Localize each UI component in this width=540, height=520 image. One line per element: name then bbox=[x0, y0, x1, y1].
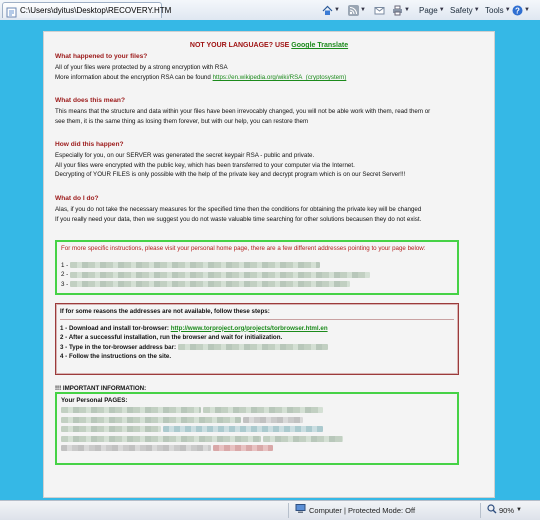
page-menu[interactable] bbox=[419, 3, 445, 17]
tor-step-4: 4 - Follow the instructions on the site. bbox=[60, 353, 172, 361]
status-divider bbox=[480, 503, 481, 518]
section-heading: What happened to your files? bbox=[55, 53, 148, 60]
status-bar bbox=[0, 500, 540, 520]
chevron-down-icon: ▼ bbox=[516, 507, 522, 513]
ransom-note bbox=[43, 31, 495, 498]
chevron-down-icon: ▼ bbox=[504, 7, 511, 13]
address-item[interactable] bbox=[61, 280, 453, 290]
chevron-down-icon: ▼ bbox=[404, 7, 410, 13]
redacted-line bbox=[61, 406, 453, 416]
section-what-means bbox=[55, 96, 484, 126]
status-divider bbox=[288, 503, 289, 518]
section-text-prefix: More information about the encryption RSA can be found bbox=[55, 73, 211, 81]
safety-menu[interactable] bbox=[450, 3, 480, 17]
section-text: All your files were encrypted with the public key, which has been transferred to your computer via the Internet. bbox=[55, 161, 355, 169]
section-text: This means that the structure and data within your files have been irrevocably changed, you will not be able work with them, read them or bbox=[55, 108, 431, 116]
section-what-happened bbox=[55, 52, 484, 82]
personal-page-box bbox=[55, 240, 459, 295]
language-line bbox=[44, 41, 494, 52]
section-how-happen bbox=[55, 140, 484, 180]
tools-menu[interactable] bbox=[485, 3, 511, 17]
section-text: Alas, if you do not take the necessary measures for the specified time then the conditions for obtaining the private key will be changed bbox=[55, 206, 422, 214]
redacted-address bbox=[70, 281, 350, 287]
page-menu-label: Page bbox=[419, 5, 438, 15]
address-item[interactable] bbox=[61, 270, 453, 280]
language-prefix: NOT YOUR LANGUAGE? USE bbox=[189, 42, 290, 49]
tor-box-title: If for some reasons the addresses are not available, follow these steps: bbox=[60, 307, 454, 320]
page-viewport bbox=[0, 20, 540, 500]
redacted-line bbox=[61, 444, 453, 454]
home-icon bbox=[322, 5, 333, 16]
redacted-line bbox=[61, 415, 453, 425]
section-text: see them, it is the same thing as losing them forever, but with our help, you can restore them bbox=[55, 117, 309, 125]
chevron-down-icon: ▼ bbox=[438, 7, 445, 13]
browser-toolbar bbox=[0, 0, 540, 21]
chevron-down-icon: ▼ bbox=[360, 7, 366, 13]
section-heading: How did this happen? bbox=[55, 141, 124, 148]
tor-step-text: 1 - Download and install tor-browser: bbox=[60, 324, 169, 332]
chevron-down-icon: ▼ bbox=[334, 7, 340, 13]
svg-text:?: ? bbox=[515, 5, 520, 15]
rss-icon bbox=[348, 5, 359, 16]
section-text: If you really need your data, then we suggest you do not waste valuable time searching for other solutions becausen they do not exist. bbox=[55, 215, 422, 223]
print-button[interactable] bbox=[392, 3, 410, 17]
google-translate-link[interactable]: Google Translate bbox=[291, 42, 349, 49]
section-text: Decrypting of YOUR FILES is only possible with the help of the private key and decrypt program which is on our Secret Server!!! bbox=[55, 171, 406, 179]
safety-menu-label: Safety bbox=[450, 5, 473, 15]
section-heading: What does this mean? bbox=[55, 97, 125, 104]
redacted-address bbox=[70, 272, 370, 278]
feeds-button[interactable] bbox=[348, 3, 366, 17]
help-button[interactable] bbox=[512, 3, 530, 17]
redacted-address bbox=[178, 344, 328, 350]
zoom-control[interactable] bbox=[487, 504, 522, 516]
computer-icon bbox=[295, 504, 306, 516]
chevron-down-icon: ▼ bbox=[473, 7, 480, 13]
ie-page-icon bbox=[6, 5, 17, 16]
tor-step-2: 2 - After a successful installation, run the browser and wait for initialization. bbox=[60, 334, 283, 342]
read-mail-button[interactable] bbox=[374, 3, 385, 17]
important-title: !!! IMPORTANT INFORMATION: bbox=[55, 385, 147, 392]
section-text bbox=[55, 73, 484, 83]
section-text: Especially for you, on our SERVER was generated the secret keypair RSA - public and private. bbox=[55, 152, 315, 160]
redacted-line bbox=[61, 425, 453, 435]
help-icon bbox=[512, 5, 523, 16]
personal-pages-box bbox=[55, 392, 459, 465]
section-text: All of your files were protected by a strong encryption with RSA bbox=[55, 64, 228, 72]
mail-icon bbox=[374, 5, 385, 16]
address-index: 3 - bbox=[61, 280, 69, 288]
address-index: 2 - bbox=[61, 271, 69, 279]
tools-menu-label: Tools bbox=[485, 5, 504, 15]
personal-pages-label: Your Personal PAGES: bbox=[61, 397, 128, 404]
chevron-down-icon: ▼ bbox=[524, 7, 530, 13]
section-what-do bbox=[55, 194, 484, 224]
address-item[interactable] bbox=[61, 261, 453, 271]
redacted-address bbox=[70, 262, 320, 268]
address-index: 1 - bbox=[61, 261, 69, 269]
security-zone[interactable] bbox=[295, 504, 415, 516]
instructions-intro: For more specific instructions, please visit your personal home page, there are a few different addresses pointing to your page below: bbox=[61, 245, 426, 252]
home-button[interactable] bbox=[322, 3, 340, 17]
section-heading: What do I do? bbox=[55, 195, 99, 202]
tor-step-3 bbox=[60, 343, 454, 353]
redacted-line bbox=[61, 434, 453, 444]
rsa-wikipedia-link[interactable]: https://en.wikipedia.org/wiki/RSA_(cryptosystem) bbox=[212, 73, 347, 81]
printer-icon bbox=[392, 5, 403, 16]
zoom-icon bbox=[487, 504, 497, 516]
tor-instructions-box bbox=[55, 303, 459, 375]
torproject-link[interactable]: http://www.torproject.org/projects/torbrowser.html.en bbox=[170, 324, 328, 332]
zoom-level: 90% bbox=[499, 505, 515, 515]
tor-step-1 bbox=[60, 324, 454, 334]
zone-text: Computer | Protected Mode: Off bbox=[309, 505, 416, 515]
browser-tab[interactable] bbox=[2, 2, 172, 18]
tor-step-text: 3 - Type in the tor-browser address bar: bbox=[60, 343, 177, 351]
tab-title: C:\Users\dyitus\Desktop\RECOVERY.HTM bbox=[20, 6, 172, 15]
